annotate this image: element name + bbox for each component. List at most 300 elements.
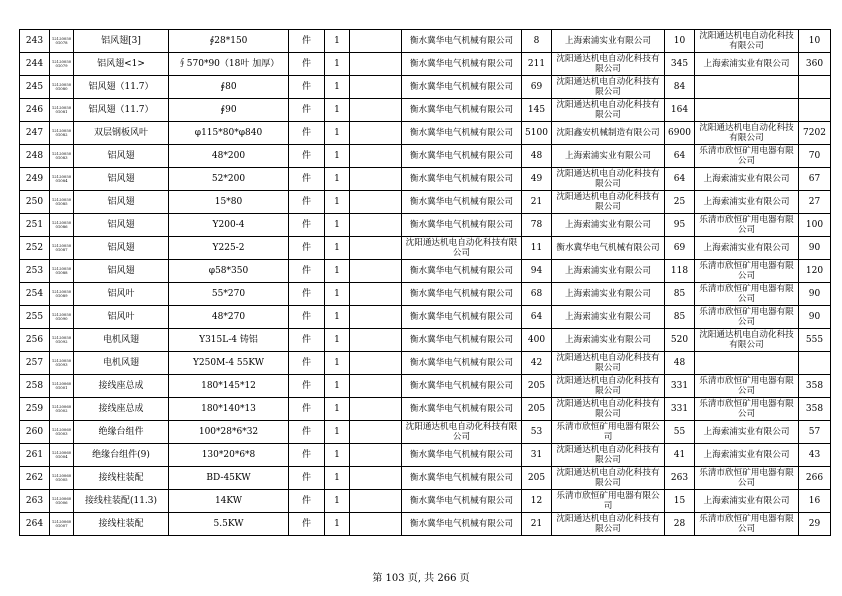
supplier-1: 衡水冀华电气机械有限公司: [402, 30, 522, 53]
row-number: 261: [20, 444, 50, 467]
item-unit: 件: [289, 53, 325, 76]
table-row: [20, 76, 831, 99]
item-unit: 件: [289, 214, 325, 237]
supplier-3: 上海索浦实业有限公司: [695, 237, 799, 260]
supplier-1: 衡水冀华电气机械有限公司: [402, 352, 522, 375]
row-number: 244: [20, 53, 50, 76]
item-name: 铝风翅: [74, 237, 169, 260]
supplier-2: 上海索浦实业有限公司: [552, 306, 665, 329]
blank-cell: [350, 513, 402, 536]
material-code: 12120060 01004: [50, 444, 74, 467]
price-1: 11: [522, 237, 552, 260]
supplier-3: 乐清市欣恒矿用电器有限公司: [695, 283, 799, 306]
item-quantity: 1: [325, 99, 350, 122]
price-3: 90: [799, 306, 831, 329]
row-number: 254: [20, 283, 50, 306]
item-name: 铝风叶: [74, 283, 169, 306]
table-body: [20, 30, 831, 536]
supplier-1: 衡水冀华电气机械有限公司: [402, 122, 522, 145]
supplier-3: 上海索浦实业有限公司: [695, 421, 799, 444]
item-unit: 件: [289, 352, 325, 375]
table-row: [20, 444, 831, 467]
supplier-1: 衡水冀华电气机械有限公司: [402, 214, 522, 237]
price-2: 64: [665, 168, 695, 191]
item-unit: 件: [289, 283, 325, 306]
item-name: 铝风翅<1>: [74, 53, 169, 76]
item-unit: 件: [289, 398, 325, 421]
price-3: 358: [799, 398, 831, 421]
supplier-1: 衡水冀华电气机械有限公司: [402, 444, 522, 467]
price-2: 6900: [665, 122, 695, 145]
price-2: 64: [665, 145, 695, 168]
blank-cell: [350, 375, 402, 398]
item-spec: ∮28*150: [169, 30, 289, 53]
item-quantity: 1: [325, 214, 350, 237]
item-quantity: 1: [325, 352, 350, 375]
price-2: 55: [665, 421, 695, 444]
item-quantity: 1: [325, 375, 350, 398]
price-1: 21: [522, 191, 552, 214]
supplier-1: 沈阳通达机电自动化科技有限公司: [402, 421, 522, 444]
material-code: 12120050 01086: [50, 214, 74, 237]
blank-cell: [350, 214, 402, 237]
item-spec: 5.5KW: [169, 513, 289, 536]
table-row: [20, 283, 831, 306]
item-unit: 件: [289, 99, 325, 122]
price-2: 15: [665, 490, 695, 513]
table-row: [20, 168, 831, 191]
blank-cell: [350, 76, 402, 99]
item-spec: Y200-4: [169, 214, 289, 237]
supplier-1: 沈阳通达机电自动化科技有限公司: [402, 237, 522, 260]
supplier-2: 沈阳通达机电自动化科技有限公司: [552, 191, 665, 214]
material-code: 12120050 01088: [50, 260, 74, 283]
table-row: [20, 30, 831, 53]
item-spec: Y315L-4 铸铝: [169, 329, 289, 352]
supplier-2: 上海索浦实业有限公司: [552, 214, 665, 237]
blank-cell: [350, 421, 402, 444]
supplier-2: 上海索浦实业有限公司: [552, 30, 665, 53]
supplier-1: 衡水冀华电气机械有限公司: [402, 490, 522, 513]
price-3: 266: [799, 467, 831, 490]
material-code: 12120050 01085: [50, 191, 74, 214]
row-number: 245: [20, 76, 50, 99]
item-unit: 件: [289, 191, 325, 214]
row-number: 250: [20, 191, 50, 214]
price-table-container: [19, 29, 831, 536]
supplier-2: 沈阳通达机电自动化科技有限公司: [552, 398, 665, 421]
blank-cell: [350, 237, 402, 260]
blank-cell: [350, 191, 402, 214]
price-2: 84: [665, 76, 695, 99]
price-2: 331: [665, 398, 695, 421]
supplier-1: 衡水冀华电气机械有限公司: [402, 306, 522, 329]
table-row: [20, 260, 831, 283]
material-code: 12120050 01092: [50, 329, 74, 352]
item-unit: 件: [289, 260, 325, 283]
item-name: 铝风叶: [74, 306, 169, 329]
supplier-2: 沈阳通达机电自动化科技有限公司: [552, 99, 665, 122]
row-number: 252: [20, 237, 50, 260]
price-2: 95: [665, 214, 695, 237]
item-unit: 件: [289, 122, 325, 145]
item-quantity: 1: [325, 513, 350, 536]
supplier-3: 沈阳通达机电自动化科技有限公司: [695, 30, 799, 53]
material-code: 12120050 01093: [50, 352, 74, 375]
item-name: 绝缘台组件: [74, 421, 169, 444]
price-1: 53: [522, 421, 552, 444]
material-code: 12120060 01002: [50, 398, 74, 421]
item-quantity: 1: [325, 306, 350, 329]
table-row: [20, 99, 831, 122]
item-name: 接线柱装配(11.3): [74, 490, 169, 513]
row-number: 262: [20, 467, 50, 490]
supplier-3: 上海索浦实业有限公司: [695, 53, 799, 76]
supplier-2: 沈阳通达机电自动化科技有限公司: [552, 513, 665, 536]
item-spec: ∮80: [169, 76, 289, 99]
supplier-1: 衡水冀华电气机械有限公司: [402, 467, 522, 490]
supplier-3: 乐清市欣恒矿用电器有限公司: [695, 260, 799, 283]
item-quantity: 1: [325, 237, 350, 260]
price-3: 358: [799, 375, 831, 398]
item-unit: 件: [289, 467, 325, 490]
item-spec: 48*270: [169, 306, 289, 329]
supplier-1: 衡水冀华电气机械有限公司: [402, 168, 522, 191]
item-quantity: 1: [325, 76, 350, 99]
material-code: 12120050 01083: [50, 145, 74, 168]
item-name: 铝风翅（11.7）: [74, 99, 169, 122]
supplier-3: 上海索浦实业有限公司: [695, 490, 799, 513]
price-3: 16: [799, 490, 831, 513]
blank-cell: [350, 352, 402, 375]
item-quantity: 1: [325, 490, 350, 513]
table-row: [20, 306, 831, 329]
price-2: 28: [665, 513, 695, 536]
price-3: 90: [799, 283, 831, 306]
price-2: 164: [665, 99, 695, 122]
item-unit: 件: [289, 237, 325, 260]
table-row: [20, 122, 831, 145]
blank-cell: [350, 30, 402, 53]
price-1: 205: [522, 398, 552, 421]
supplier-2: 沈阳通达机电自动化科技有限公司: [552, 53, 665, 76]
price-3: 43: [799, 444, 831, 467]
table-row: [20, 145, 831, 168]
price-3: 70: [799, 145, 831, 168]
item-quantity: 1: [325, 191, 350, 214]
price-3: 10: [799, 30, 831, 53]
table-row: [20, 214, 831, 237]
price-1: 205: [522, 467, 552, 490]
price-1: 21: [522, 513, 552, 536]
item-spec: 180*145*12: [169, 375, 289, 398]
supplier-1: 衡水冀华电气机械有限公司: [402, 398, 522, 421]
price-1: 145: [522, 99, 552, 122]
row-number: 257: [20, 352, 50, 375]
table-row: [20, 490, 831, 513]
item-name: 铝风翅: [74, 168, 169, 191]
item-name: 铝风翅: [74, 145, 169, 168]
price-3: 27: [799, 191, 831, 214]
supplier-2: 衡水冀华电气机械有限公司: [552, 237, 665, 260]
supplier-1: 衡水冀华电气机械有限公司: [402, 191, 522, 214]
row-number: 255: [20, 306, 50, 329]
item-unit: 件: [289, 306, 325, 329]
item-unit: 件: [289, 145, 325, 168]
supplier-1: 衡水冀华电气机械有限公司: [402, 513, 522, 536]
row-number: 247: [20, 122, 50, 145]
supplier-2: 乐清市欣恒矿用电器有限公司: [552, 490, 665, 513]
price-2: 85: [665, 283, 695, 306]
item-spec: ∮90: [169, 99, 289, 122]
table-row: [20, 329, 831, 352]
material-code: 12120060 01006: [50, 490, 74, 513]
row-number: 260: [20, 421, 50, 444]
item-name: 接线座总成: [74, 398, 169, 421]
price-3: [799, 352, 831, 375]
price-3: 57: [799, 421, 831, 444]
item-quantity: 1: [325, 283, 350, 306]
item-spec: 130*20*6*8: [169, 444, 289, 467]
supplier-3: [695, 352, 799, 375]
supplier-3: 乐清市欣恒矿用电器有限公司: [695, 214, 799, 237]
supplier-2: 沈阳通达机电自动化科技有限公司: [552, 375, 665, 398]
material-code: 12120050 01078: [50, 30, 74, 53]
item-name: 铝风翅: [74, 214, 169, 237]
row-number: 246: [20, 99, 50, 122]
item-name: 接线座总成: [74, 375, 169, 398]
price-3: [799, 76, 831, 99]
material-code: 12120050 01079: [50, 53, 74, 76]
supplier-2: 沈阳鑫安机械制造有限公司: [552, 122, 665, 145]
material-code: 12120060 01003: [50, 421, 74, 444]
table-row: [20, 53, 831, 76]
item-spec: φ58*350: [169, 260, 289, 283]
supplier-1: 衡水冀华电气机械有限公司: [402, 76, 522, 99]
table-row: [20, 191, 831, 214]
item-spec: ∮570*90（18叶 加厚）: [169, 53, 289, 76]
blank-cell: [350, 398, 402, 421]
item-quantity: 1: [325, 260, 350, 283]
supplier-3: 乐清市欣恒矿用电器有限公司: [695, 145, 799, 168]
item-quantity: 1: [325, 329, 350, 352]
supplier-1: 衡水冀华电气机械有限公司: [402, 260, 522, 283]
price-3: 67: [799, 168, 831, 191]
item-quantity: 1: [325, 122, 350, 145]
blank-cell: [350, 53, 402, 76]
price-1: 8: [522, 30, 552, 53]
supplier-3: 上海索浦实业有限公司: [695, 191, 799, 214]
table-row: [20, 375, 831, 398]
material-code: 12120060 01001: [50, 375, 74, 398]
item-spec: 15*80: [169, 191, 289, 214]
blank-cell: [350, 122, 402, 145]
table-row: [20, 467, 831, 490]
item-unit: 件: [289, 513, 325, 536]
item-spec: 52*200: [169, 168, 289, 191]
supplier-2: 上海索浦实业有限公司: [552, 283, 665, 306]
item-name: 电机风翅: [74, 352, 169, 375]
item-spec: φ115*80*φ840: [169, 122, 289, 145]
item-spec: Y250M-4 55KW: [169, 352, 289, 375]
supplier-1: 衡水冀华电气机械有限公司: [402, 283, 522, 306]
price-1: 78: [522, 214, 552, 237]
item-quantity: 1: [325, 398, 350, 421]
supplier-2: 上海索浦实业有限公司: [552, 260, 665, 283]
material-code: 12120050 01090: [50, 306, 74, 329]
supplier-2: 乐清市欣恒矿用电器有限公司: [552, 421, 665, 444]
material-code: 12120060 01007: [50, 513, 74, 536]
item-name: 电机风翅: [74, 329, 169, 352]
supplier-2: 上海索浦实业有限公司: [552, 145, 665, 168]
item-name: 接线柱装配: [74, 467, 169, 490]
page-footer: 第 103 页, 共 266 页: [372, 573, 470, 584]
price-3: 120: [799, 260, 831, 283]
price-2: 345: [665, 53, 695, 76]
row-number: 263: [20, 490, 50, 513]
item-spec: 14KW: [169, 490, 289, 513]
item-unit: 件: [289, 329, 325, 352]
row-number: 243: [20, 30, 50, 53]
material-code: 12120050 01084: [50, 168, 74, 191]
item-quantity: 1: [325, 467, 350, 490]
price-2: 85: [665, 306, 695, 329]
blank-cell: [350, 99, 402, 122]
blank-cell: [350, 467, 402, 490]
item-quantity: 1: [325, 30, 350, 53]
row-number: 256: [20, 329, 50, 352]
price-1: 205: [522, 375, 552, 398]
price-1: 31: [522, 444, 552, 467]
row-number: 249: [20, 168, 50, 191]
material-code: 12120050 01089: [50, 283, 74, 306]
item-unit: 件: [289, 76, 325, 99]
supplier-3: 乐清市欣恒矿用电器有限公司: [695, 398, 799, 421]
supplier-3: 上海索浦实业有限公司: [695, 168, 799, 191]
item-unit: 件: [289, 490, 325, 513]
blank-cell: [350, 260, 402, 283]
supplier-2: 沈阳通达机电自动化科技有限公司: [552, 76, 665, 99]
price-1: 64: [522, 306, 552, 329]
item-name: 铝风翅（11.7）: [74, 76, 169, 99]
price-2: 48: [665, 352, 695, 375]
supplier-3: 沈阳通达机电自动化科技有限公司: [695, 329, 799, 352]
price-2: 41: [665, 444, 695, 467]
price-3: 555: [799, 329, 831, 352]
row-number: 253: [20, 260, 50, 283]
price-1: 211: [522, 53, 552, 76]
price-1: 12: [522, 490, 552, 513]
material-code: 12120050 01082: [50, 122, 74, 145]
item-quantity: 1: [325, 53, 350, 76]
item-spec: Y225-2: [169, 237, 289, 260]
item-unit: 件: [289, 444, 325, 467]
item-name: 铝风翅[3]: [74, 30, 169, 53]
supplier-3: 乐清市欣恒矿用电器有限公司: [695, 375, 799, 398]
supplier-2: 沈阳通达机电自动化科技有限公司: [552, 168, 665, 191]
price-table: [19, 29, 831, 536]
item-spec: 48*200: [169, 145, 289, 168]
supplier-1: 衡水冀华电气机械有限公司: [402, 329, 522, 352]
table-row: [20, 352, 831, 375]
item-unit: 件: [289, 375, 325, 398]
item-name: 绝缘台组件(9): [74, 444, 169, 467]
item-quantity: 1: [325, 421, 350, 444]
item-unit: 件: [289, 421, 325, 444]
supplier-3: 乐清市欣恒矿用电器有限公司: [695, 513, 799, 536]
price-3: 7202: [799, 122, 831, 145]
row-number: 259: [20, 398, 50, 421]
material-code: 12120050 01080: [50, 76, 74, 99]
price-2: 10: [665, 30, 695, 53]
supplier-3: 上海索浦实业有限公司: [695, 444, 799, 467]
item-name: 铝风翅: [74, 260, 169, 283]
supplier-2: 沈阳通达机电自动化科技有限公司: [552, 444, 665, 467]
price-2: 331: [665, 375, 695, 398]
supplier-1: 衡水冀华电气机械有限公司: [402, 53, 522, 76]
table-row: [20, 237, 831, 260]
price-3: 90: [799, 237, 831, 260]
price-1: 68: [522, 283, 552, 306]
supplier-1: 衡水冀华电气机械有限公司: [402, 375, 522, 398]
row-number: 264: [20, 513, 50, 536]
material-code: 12120050 01081: [50, 99, 74, 122]
price-1: 94: [522, 260, 552, 283]
blank-cell: [350, 329, 402, 352]
price-1: 400: [522, 329, 552, 352]
item-quantity: 1: [325, 145, 350, 168]
item-spec: 180*140*13: [169, 398, 289, 421]
supplier-3: [695, 99, 799, 122]
blank-cell: [350, 168, 402, 191]
price-2: 25: [665, 191, 695, 214]
item-quantity: 1: [325, 168, 350, 191]
supplier-2: 上海索浦实业有限公司: [552, 329, 665, 352]
supplier-1: 衡水冀华电气机械有限公司: [402, 145, 522, 168]
supplier-3: 乐清市欣恒矿用电器有限公司: [695, 306, 799, 329]
item-spec: 100*28*6*32: [169, 421, 289, 444]
supplier-2: 沈阳通达机电自动化科技有限公司: [552, 467, 665, 490]
price-2: 69: [665, 237, 695, 260]
blank-cell: [350, 444, 402, 467]
supplier-3: 沈阳通达机电自动化科技有限公司: [695, 122, 799, 145]
item-spec: 55*270: [169, 283, 289, 306]
item-name: 双层钢板风叶: [74, 122, 169, 145]
table-row: [20, 421, 831, 444]
item-name: 铝风翅: [74, 191, 169, 214]
price-3: [799, 99, 831, 122]
price-3: 29: [799, 513, 831, 536]
row-number: 248: [20, 145, 50, 168]
table-row: [20, 513, 831, 536]
price-1: 5100: [522, 122, 552, 145]
item-unit: 件: [289, 30, 325, 53]
price-1: 69: [522, 76, 552, 99]
blank-cell: [350, 145, 402, 168]
blank-cell: [350, 306, 402, 329]
price-1: 42: [522, 352, 552, 375]
table-row: [20, 398, 831, 421]
item-spec: BD-45KW: [169, 467, 289, 490]
supplier-3: [695, 76, 799, 99]
price-2: 263: [665, 467, 695, 490]
material-code: 12120050 01087: [50, 237, 74, 260]
supplier-1: 衡水冀华电气机械有限公司: [402, 99, 522, 122]
item-name: 接线柱装配: [74, 513, 169, 536]
price-1: 49: [522, 168, 552, 191]
supplier-3: 乐清市欣恒矿用电器有限公司: [695, 467, 799, 490]
row-number: 251: [20, 214, 50, 237]
